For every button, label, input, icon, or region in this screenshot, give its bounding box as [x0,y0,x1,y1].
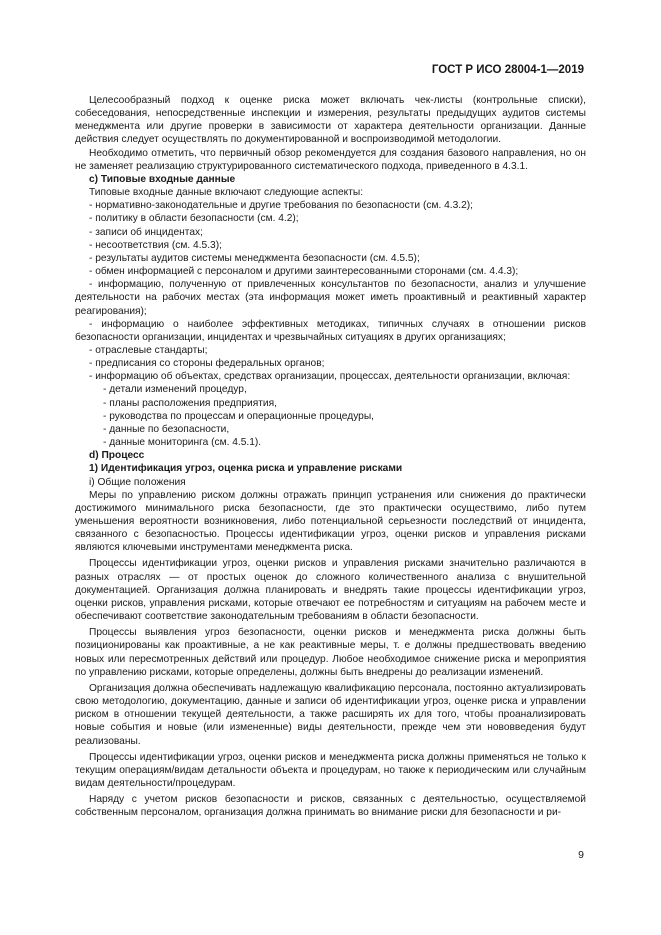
paragraph: - обмен информацией с персоналом и другими заинтересованными сторонами (см. 4.4.3); [89,266,519,278]
paragraph: - политику в области безопасности (см. 4.2); [89,213,299,225]
paragraph: Организация должна обеспечивать надлежащую квалификацию персонала, постоянно актуализировать свою методологию, документацию, данные и записи об идентификации угроз, оценке риска и управлении риском в отношении текущей деятельности, а также расширять их для того, чтобы проанализировать новые события и новые (или измененные) виды деятельности, прежде чем эти нововведения будут реализованы. [75,682,586,747]
paragraph: Типовые входные данные включают следующие аспекты: [89,187,364,199]
paragraph: - данные по безопасности, [103,423,230,435]
section-heading: d) Процесс [89,450,145,462]
paragraph: Необходимо отметить, что первичный обзор рекомендуется для создания базового направления, но он не заменяет реализацию структурированного систематического подхода, приведенного в 4.3.1. [75,147,586,172]
paragraph: i) Общие положения [89,476,186,488]
page-number: 9 [578,849,584,861]
paragraph: - несоответствия (см. 4.5.3); [89,239,222,251]
paragraph: - записи об инцидентах; [89,226,203,238]
document-body [75,94,586,819]
paragraph: - отраслевые стандарты; [89,344,208,356]
paragraph: - детали изменений процедур, [103,384,247,396]
paragraph: - данные мониторинга (см. 4.5.1). [103,437,262,449]
paragraph: Меры по управлению риском должны отражать принцип устранения или снижения до практически достижимого минимального риска безопасности, где это практически осуществимо, либо путем уменьшения вероятности возникновения, либо потенциальной серьезности последствий от инцидента, связанного с безопасностью. Процессы идентификации угроз, оценки рисков и управления рисками являются ключевыми инструментами менеджмента риска. [75,489,586,554]
paragraph: - информацию о наиболее эффективных методиках, типичных случаях в отношении рисков безопасности организации, инцидентах и чрезвычайных ситуациях в других организациях; [75,318,586,343]
paragraph: Целесообразный подход к оценке риска может включать чек-листы (контрольные списки), собеседования, непосредственные инспекции и измерения, результаты предыдущих аудитов системы менеджмента или другие проверки в зависимости от характера деятельности организации. Данные действия следует осуществлять по документированной и воспроизводимой методологии. [75,95,586,146]
paragraph: - нормативно-законодательные и другие требования по безопасности (см. 4.3.2); [89,200,473,212]
section-heading: 1) Идентификация угроз, оценка риска и управление рисками [89,463,403,475]
document-header: ГОСТ Р ИСО 28004-1—2019 [431,64,584,76]
paragraph: Процессы идентификации угроз, оценки рисков и менеджмента риска должны применяться не только к текущим операциям/видам детальности объекта и процедурам, но также к периодическим или случайным видам деятельности/процедурам. [75,751,586,789]
paragraph: - информацию, полученную от привлеченных консультантов по безопасности, анализ и улучшение деятельности на рабочих местах (эта информация может иметь проактивный и реактивный характер реагирования); [75,279,586,317]
paragraph: Наряду с учетом рисков безопасности и рисков, связанных с деятельностью, осуществляемой собственным персоналом, организация должна принимать во внимание риски для безопасности и ри- [75,794,586,819]
paragraph: Процессы выявления угроз безопасности, оценки рисков и менеджмента риска должны быть позиционированы как проактивные, а не как реактивные меры, т. е должны предшествовать введению новых или пересмотренных действий или процедур. Любое необходимое снижение риска и мероприятия по управлению рисками, которые определены, должны быть внедрены до реализации изменений. [75,627,586,678]
paragraph: - информацию об объектах, средствах организации, процессах, деятельности организации, включая: [89,371,571,383]
section-heading: c) Типовые входные данные [89,173,236,185]
paragraph: - планы расположения предприятия, [103,397,277,409]
paragraph: - результаты аудитов системы менеджмента безопасности (см. 4.5.5); [89,252,420,264]
paragraph: - руководства по процессам и операционные процедуры, [103,410,374,422]
paragraph: - предписания со стороны федеральных органов; [89,358,325,370]
paragraph: Процессы идентификации угроз, оценки рисков и управления рисками значительно различаются в разных отраслях — от простых оценок до сложного количественного анализа с внушительной документацией. Организация должна планировать и внедрять такие процессы идентификации угроз, оценки рисков, управления рисками, которые отвечают ее потребностям и ситуациям на рабочем месте и обеспечивают соответствие законодательным требованиям в области безопасности. [75,558,586,623]
